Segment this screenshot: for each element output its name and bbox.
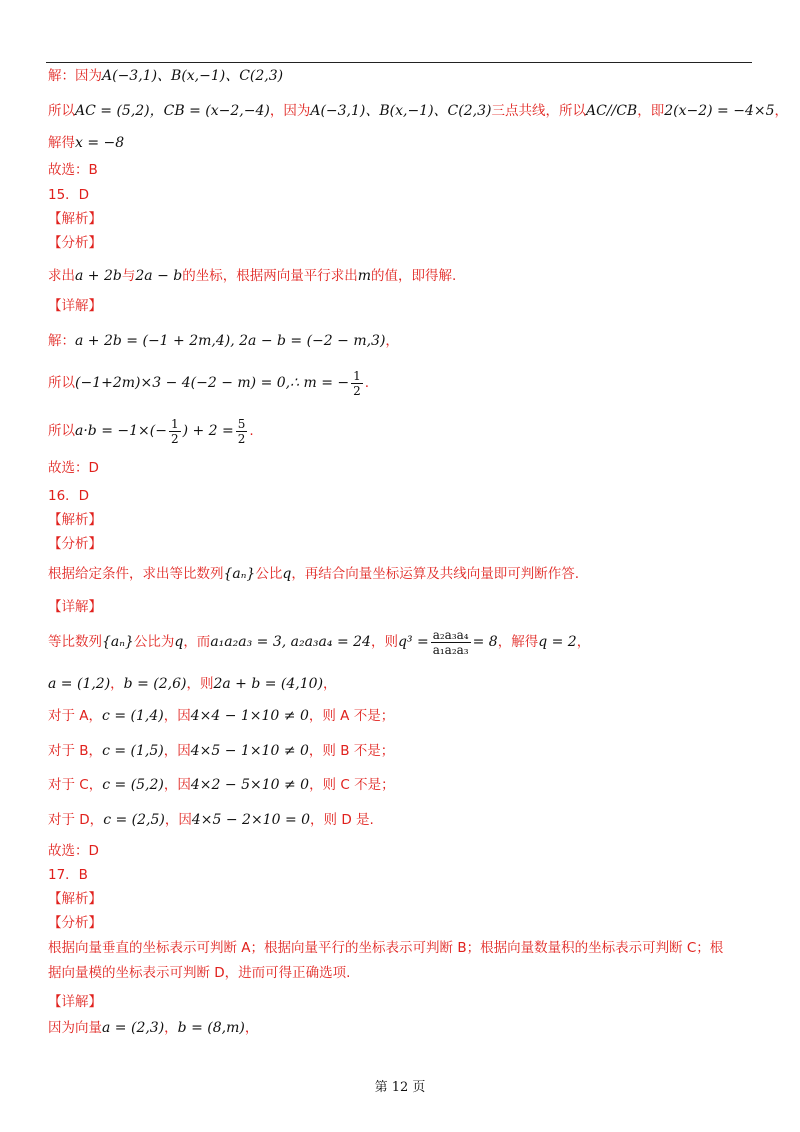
math: A(−3,1)、B(x,−1)、C(2,3) — [102, 68, 284, 84]
math: 4×4 − 1×10 ≠ 0 — [190, 708, 309, 724]
text: 因为向量 — [48, 1020, 102, 1036]
text: ，再结合向量坐标运算及共线向量即可判断作答. — [291, 566, 580, 582]
text-line: 故选：B — [48, 162, 98, 178]
math: = 8 — [472, 634, 498, 650]
section-heading: 【详解】 — [48, 599, 102, 615]
text-line — [48, 674, 337, 694]
text: 对于 D， — [48, 812, 104, 828]
text: . — [364, 375, 370, 391]
text: ， — [164, 1020, 178, 1036]
text: ，因 — [163, 777, 191, 793]
text: ，解得 — [497, 634, 539, 650]
text-line: 故选：D — [48, 843, 99, 859]
math: AC//CB — [585, 103, 638, 119]
page-footer: 第 12 页 — [374, 1080, 426, 1095]
text: ，则 — [370, 634, 398, 650]
section-heading: 【详解】 — [48, 298, 102, 314]
math: 4×5 − 1×10 ≠ 0 — [190, 743, 309, 759]
text-line — [48, 331, 399, 351]
text: ， — [323, 676, 337, 692]
text: ，因为 — [269, 103, 311, 119]
text: ，则 B 不是； — [308, 743, 395, 759]
math: c = (2,5) — [103, 812, 165, 828]
text: 解得 — [48, 135, 75, 151]
text-line — [48, 366, 369, 400]
math: AC = (5,2)，CB = (x−2,−4) — [75, 103, 270, 119]
numerator: 1 — [170, 416, 179, 431]
text: 解：因为 — [48, 68, 102, 84]
math: q = 2 — [538, 634, 577, 650]
text-line — [48, 624, 590, 660]
text: 解： — [48, 333, 75, 349]
text-line — [48, 133, 124, 153]
denominator: 2 — [170, 431, 179, 446]
section-heading: 【详解】 — [48, 994, 102, 1010]
text: ， — [774, 103, 788, 119]
text-line — [48, 66, 283, 86]
math: ) + 2 = — [182, 423, 234, 439]
text: 根据给定条件，求出等比数列 — [48, 566, 224, 582]
text-line — [48, 564, 579, 584]
math: c = (1,5) — [102, 743, 164, 759]
denominator: 2 — [237, 431, 246, 446]
math: c = (1,4) — [102, 708, 164, 724]
question-number: 16．D — [48, 488, 90, 504]
text-line — [48, 266, 456, 286]
text-line — [48, 810, 374, 830]
text: ，则 C 不是； — [309, 777, 395, 793]
text-line — [48, 414, 254, 448]
math: a₁a₂a₃ = 3, a₂a₃a₄ = 24 — [210, 634, 371, 650]
text: . — [249, 423, 254, 439]
section-heading: 【分析】 — [48, 235, 102, 251]
text: 对于 A， — [48, 708, 103, 724]
text: 的值，即得解. — [371, 268, 457, 284]
text: 公比 — [255, 566, 283, 582]
question-number: 15．D — [48, 187, 90, 203]
math: b = (2,6) — [123, 676, 187, 692]
text: 三点共线，所以 — [491, 103, 586, 119]
fraction — [169, 417, 181, 446]
text: ，则 D 是. — [310, 812, 374, 828]
math: 4×2 − 5×10 ≠ 0 — [190, 777, 310, 793]
math: a = (2,3) — [102, 1020, 165, 1036]
text: ， — [244, 1020, 259, 1036]
math: b = (8,m) — [177, 1020, 245, 1036]
text: ，则 — [186, 676, 214, 692]
text: ，即 — [637, 103, 665, 119]
text: 的坐标，根据两向量平行求出 — [182, 268, 358, 284]
text: ，因 — [163, 743, 191, 759]
math: x = −8 — [75, 135, 125, 151]
question-number: 17．B — [48, 867, 88, 883]
math: a·b = −1×(− — [75, 423, 167, 439]
math: a + 2b — [75, 268, 122, 284]
math: c = (5,2) — [102, 777, 164, 793]
math: (−1+2m)×3 − 4(−2 − m) = 0,∴ m = − — [75, 375, 350, 391]
text-line — [48, 775, 395, 795]
text: 所以 — [48, 423, 75, 439]
text: ， — [385, 333, 399, 349]
text: 对于 B， — [48, 743, 103, 759]
math: q³ = — [397, 634, 429, 650]
section-heading: 【分析】 — [48, 915, 102, 931]
numerator: 1 — [353, 368, 361, 383]
math: m — [357, 268, 371, 284]
math: 2a − b — [135, 268, 183, 284]
text: 公比为 — [133, 634, 175, 650]
math: q — [282, 566, 292, 582]
text: 所以 — [48, 375, 75, 391]
text-line: 故选：D — [48, 460, 99, 476]
text: ，而 — [183, 634, 211, 650]
text: 求出 — [48, 268, 75, 284]
math: {aₙ} — [223, 566, 256, 582]
section-heading: 【解析】 — [48, 512, 102, 528]
section-heading: 【解析】 — [48, 891, 102, 907]
text: ，则 A 不是； — [308, 708, 395, 724]
text-line — [48, 706, 394, 726]
math: 2(x−2) = −4×5 — [664, 103, 775, 119]
math: q — [174, 634, 184, 650]
header-rule — [46, 62, 752, 63]
text: 对于 C， — [48, 777, 103, 793]
numerator: 5 — [237, 416, 246, 431]
math: a = (1,2) — [48, 676, 111, 692]
math: 4×5 − 2×10 = 0 — [191, 812, 311, 828]
math: 2a + b = (4,10) — [213, 676, 324, 692]
text: 与 — [121, 268, 136, 284]
text: ， — [110, 676, 124, 692]
math: a + 2b = (−1 + 2m,4), 2a − b = (−2 − m,3) — [75, 333, 386, 349]
text: ，因 — [163, 708, 191, 724]
section-heading: 【解析】 — [48, 211, 102, 227]
denominator: a₁a₂a₃ — [432, 642, 469, 657]
text: ，因 — [164, 812, 192, 828]
text: ， — [576, 634, 591, 650]
section-heading: 【分析】 — [48, 536, 102, 552]
text-line — [48, 101, 788, 121]
numerator: a₂a₃a₄ — [432, 627, 469, 642]
text-line — [48, 1018, 258, 1038]
fraction — [236, 417, 248, 446]
fraction — [431, 628, 471, 657]
text-line — [48, 741, 394, 761]
text: 所以 — [48, 103, 75, 119]
text: 等比数列 — [48, 634, 102, 650]
text-line: 据向量模的坐标表示可判断 D，进而可得正确选项. — [48, 965, 351, 981]
math: {aₙ} — [102, 634, 134, 650]
fraction — [351, 369, 363, 398]
text-line: 根据向量垂直的坐标表示可判断 A；根据向量平行的坐标表示可判断 B；根据向量数量积的坐标表示可判断 C；根 — [48, 940, 724, 956]
denominator: 2 — [353, 383, 361, 398]
math: A(−3,1)、B(x,−1)、C(2,3) — [310, 103, 492, 119]
